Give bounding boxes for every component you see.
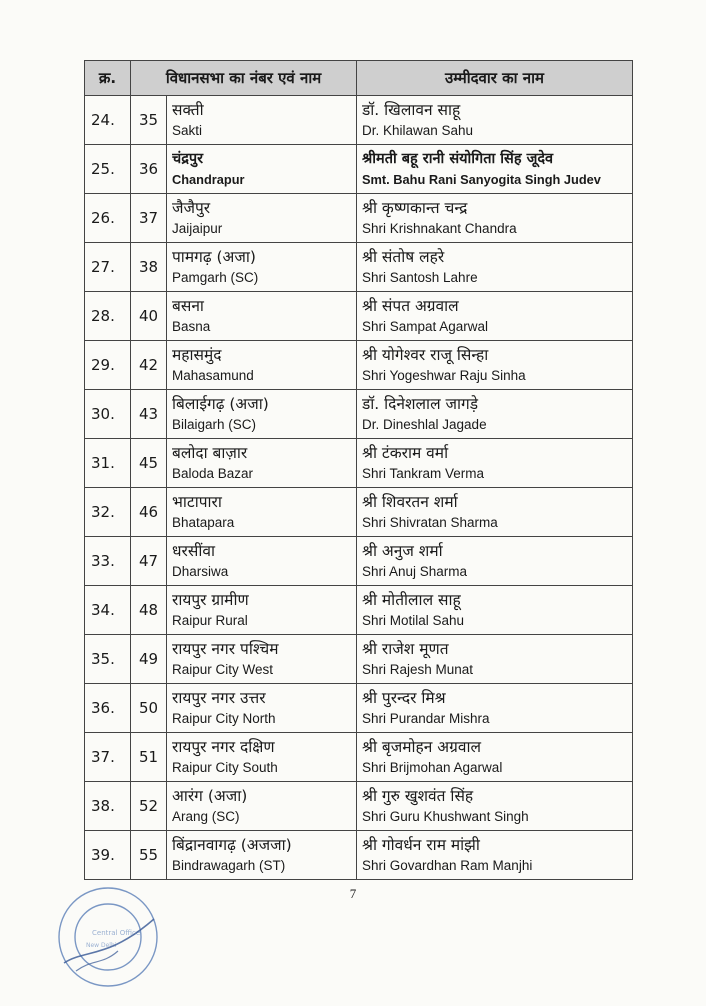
constituency-name-hindi: बलोदा बाज़ार bbox=[172, 444, 248, 462]
constituency-name-english: Mahasamund bbox=[172, 368, 254, 383]
serial-number: 31. bbox=[85, 439, 131, 488]
serial-number: 24. bbox=[85, 96, 131, 145]
constituency-number: 40 bbox=[131, 292, 167, 341]
candidate-name-english: Dr. Khilawan Sahu bbox=[362, 123, 474, 138]
constituency-name-hindi: बिलाईगढ़ (अजा) bbox=[172, 395, 269, 413]
svg-text:New Delhi: New Delhi bbox=[86, 942, 117, 949]
constituency-cell bbox=[167, 243, 357, 292]
constituency-number: 50 bbox=[131, 684, 167, 733]
candidate-cell bbox=[357, 194, 633, 243]
constituency-number: 51 bbox=[131, 733, 167, 782]
constituency-cell bbox=[167, 488, 357, 537]
constituency-name-hindi: बिंद्रानवागढ़ (अजजा) bbox=[172, 836, 292, 854]
constituency-name-english: Jaijaipur bbox=[172, 221, 223, 236]
constituency-name-english: Sakti bbox=[172, 123, 203, 138]
candidate-name-english: Shri Krishnakant Chandra bbox=[362, 221, 517, 236]
candidate-name-english: Shri Santosh Lahre bbox=[362, 270, 478, 285]
candidate-cell bbox=[357, 145, 633, 194]
constituency-cell bbox=[167, 537, 357, 586]
serial-number: 30. bbox=[85, 390, 131, 439]
party-office-seal bbox=[56, 885, 160, 989]
constituency-name-english: Bhatapara bbox=[172, 515, 235, 530]
constituency-name-english: Baloda Bazar bbox=[172, 466, 254, 481]
candidate-name-hindi: श्री बृजमोहन अग्रवाल bbox=[362, 738, 482, 756]
candidate-name-hindi: श्री टंकराम वर्मा bbox=[362, 444, 449, 462]
constituency-number: 36 bbox=[131, 145, 167, 194]
constituency-name-english: Raipur City South bbox=[172, 760, 278, 775]
candidate-cell bbox=[357, 292, 633, 341]
serial-number: 32. bbox=[85, 488, 131, 537]
table-row bbox=[85, 733, 633, 782]
table-row bbox=[85, 243, 633, 292]
constituency-name-hindi: महासमुंद bbox=[172, 346, 222, 364]
serial-number: 34. bbox=[85, 586, 131, 635]
constituency-name-hindi: धरसींवा bbox=[172, 542, 215, 560]
constituency-name-english: Raipur City West bbox=[172, 662, 274, 677]
candidate-cell bbox=[357, 390, 633, 439]
constituency-name-hindi: जैजैपुर bbox=[172, 199, 211, 217]
table-row bbox=[85, 782, 633, 831]
candidate-name-english: Shri Yogeshwar Raju Sinha bbox=[362, 368, 526, 383]
header-serial: क्र. bbox=[85, 61, 131, 96]
candidate-name-hindi: श्री संपत अग्रवाल bbox=[362, 297, 459, 315]
candidate-cell bbox=[357, 635, 633, 684]
table-row bbox=[85, 537, 633, 586]
candidate-name-hindi: श्री मोतीलाल साहू bbox=[362, 591, 461, 609]
candidate-cell bbox=[357, 733, 633, 782]
candidate-cell bbox=[357, 341, 633, 390]
candidate-cell bbox=[357, 782, 633, 831]
page-number: 7 bbox=[349, 886, 357, 901]
constituency-name-hindi: रायपुर ग्रामीण bbox=[172, 591, 249, 609]
table-row bbox=[85, 684, 633, 733]
constituency-number: 43 bbox=[131, 390, 167, 439]
constituency-name-hindi: भाटापारा bbox=[172, 493, 222, 511]
table-row bbox=[85, 635, 633, 684]
candidate-cell bbox=[357, 684, 633, 733]
constituency-number: 38 bbox=[131, 243, 167, 292]
candidate-name-hindi: श्री अनुज शर्मा bbox=[362, 542, 443, 560]
constituency-number: 49 bbox=[131, 635, 167, 684]
constituency-number: 45 bbox=[131, 439, 167, 488]
table-row bbox=[85, 96, 633, 145]
constituency-name-hindi: रायपुर नगर उत्तर bbox=[172, 689, 266, 707]
svg-text:Central Office: Central Office bbox=[92, 929, 141, 937]
candidate-cell bbox=[357, 586, 633, 635]
constituency-name-hindi: रायपुर नगर दक्षिण bbox=[172, 738, 275, 756]
constituency-number: 46 bbox=[131, 488, 167, 537]
candidate-name-hindi: श्री गुरु खुशवंत सिंह bbox=[362, 787, 474, 805]
serial-number: 28. bbox=[85, 292, 131, 341]
candidate-cell bbox=[357, 439, 633, 488]
table-body bbox=[85, 96, 633, 880]
constituency-number: 37 bbox=[131, 194, 167, 243]
constituency-name-english: Chandrapur bbox=[172, 172, 245, 187]
constituency-name-hindi: पामगढ़ (अजा) bbox=[172, 248, 256, 266]
constituency-name-hindi: आरंग (अजा) bbox=[172, 787, 248, 805]
table-row bbox=[85, 390, 633, 439]
constituency-name-english: Raipur City North bbox=[172, 711, 276, 726]
constituency-cell bbox=[167, 194, 357, 243]
candidate-name-hindi: श्री कृष्णकान्त चन्द्र bbox=[362, 199, 468, 217]
candidate-name-english: Shri Govardhan Ram Manjhi bbox=[362, 858, 533, 873]
table-row bbox=[85, 145, 633, 194]
candidate-name-english: Shri Purandar Mishra bbox=[362, 711, 490, 726]
table-row bbox=[85, 439, 633, 488]
constituency-cell bbox=[167, 292, 357, 341]
candidate-name-english: Shri Sampat Agarwal bbox=[362, 319, 489, 334]
constituency-cell bbox=[167, 831, 357, 880]
constituency-cell bbox=[167, 684, 357, 733]
candidate-name-english: Shri Tankram Verma bbox=[362, 466, 485, 481]
header-candidate: उम्मीदवार का नाम bbox=[357, 61, 633, 96]
constituency-number: 42 bbox=[131, 341, 167, 390]
constituency-number: 48 bbox=[131, 586, 167, 635]
candidate-name-hindi: श्रीमती बहू रानी संयोगिता सिंह जूदेव bbox=[362, 151, 554, 167]
constituency-name-english: Basna bbox=[172, 319, 211, 334]
candidate-name-english: Shri Anuj Sharma bbox=[362, 564, 468, 579]
constituency-number: 35 bbox=[131, 96, 167, 145]
constituency-name-english: Pamgarh (SC) bbox=[172, 270, 259, 285]
candidate-name-hindi: डॉ. खिलावन साहू bbox=[362, 101, 461, 119]
constituency-number: 55 bbox=[131, 831, 167, 880]
constituency-name-hindi: चंद्रपुर bbox=[172, 151, 204, 167]
candidates-table bbox=[84, 60, 633, 880]
constituency-name-english: Dharsiwa bbox=[172, 564, 229, 579]
constituency-cell bbox=[167, 733, 357, 782]
constituency-cell bbox=[167, 390, 357, 439]
candidate-cell bbox=[357, 831, 633, 880]
candidate-cell bbox=[357, 488, 633, 537]
header-constituency: विधानसभा का नंबर एवं नाम bbox=[131, 61, 357, 96]
constituency-cell bbox=[167, 145, 357, 194]
candidate-name-english: Shri Shivratan Sharma bbox=[362, 515, 498, 530]
serial-number: 39. bbox=[85, 831, 131, 880]
constituency-cell bbox=[167, 439, 357, 488]
candidate-name-hindi: श्री योगेश्वर राजू सिन्हा bbox=[362, 346, 489, 364]
candidate-name-english: Shri Brijmohan Agarwal bbox=[362, 760, 503, 775]
constituency-name-english: Bindrawagarh (ST) bbox=[172, 858, 286, 873]
candidate-name-hindi: श्री शिवरतन शर्मा bbox=[362, 493, 458, 511]
candidate-name-hindi: श्री राजेश मूणत bbox=[362, 640, 449, 658]
candidate-cell bbox=[357, 537, 633, 586]
candidate-cell bbox=[357, 96, 633, 145]
constituency-name-hindi: बसना bbox=[172, 297, 204, 315]
constituency-number: 47 bbox=[131, 537, 167, 586]
constituency-name-english: Raipur Rural bbox=[172, 613, 248, 628]
candidate-name-hindi: श्री संतोष लहरे bbox=[362, 248, 445, 266]
candidate-name-english: Dr. Dineshlal Jagade bbox=[362, 417, 487, 432]
serial-number: 36. bbox=[85, 684, 131, 733]
candidate-cell bbox=[357, 243, 633, 292]
constituency-name-english: Arang (SC) bbox=[172, 809, 240, 824]
constituency-name-english: Bilaigarh (SC) bbox=[172, 417, 257, 432]
serial-number: 35. bbox=[85, 635, 131, 684]
serial-number: 27. bbox=[85, 243, 131, 292]
constituency-number: 52 bbox=[131, 782, 167, 831]
constituency-name-hindi: रायपुर नगर पश्चिम bbox=[172, 640, 279, 658]
header-row bbox=[85, 61, 633, 96]
table-row bbox=[85, 586, 633, 635]
constituency-name-hindi: सक्ती bbox=[172, 101, 204, 119]
candidate-name-hindi: डॉ. दिनेशलाल जागड़े bbox=[362, 395, 479, 413]
serial-number: 33. bbox=[85, 537, 131, 586]
constituency-cell bbox=[167, 782, 357, 831]
table-row bbox=[85, 341, 633, 390]
candidate-name-hindi: श्री पुरन्दर मिश्र bbox=[362, 689, 446, 707]
constituency-cell bbox=[167, 96, 357, 145]
serial-number: 29. bbox=[85, 341, 131, 390]
candidate-name-hindi: श्री गोवर्धन राम मांझी bbox=[362, 836, 480, 854]
candidate-name-english: Shri Rajesh Munat bbox=[362, 662, 474, 677]
table-row bbox=[85, 194, 633, 243]
serial-number: 37. bbox=[85, 733, 131, 782]
serial-number: 26. bbox=[85, 194, 131, 243]
serial-number: 25. bbox=[85, 145, 131, 194]
table-row bbox=[85, 831, 633, 880]
table-row bbox=[85, 488, 633, 537]
candidate-name-english: Smt. Bahu Rani Sanyogita Singh Judev bbox=[362, 172, 601, 187]
constituency-cell bbox=[167, 635, 357, 684]
serial-number: 38. bbox=[85, 782, 131, 831]
candidate-name-english: Shri Motilal Sahu bbox=[362, 613, 465, 628]
candidate-name-english: Shri Guru Khushwant Singh bbox=[362, 809, 529, 824]
table-row bbox=[85, 292, 633, 341]
constituency-cell bbox=[167, 341, 357, 390]
constituency-cell bbox=[167, 586, 357, 635]
